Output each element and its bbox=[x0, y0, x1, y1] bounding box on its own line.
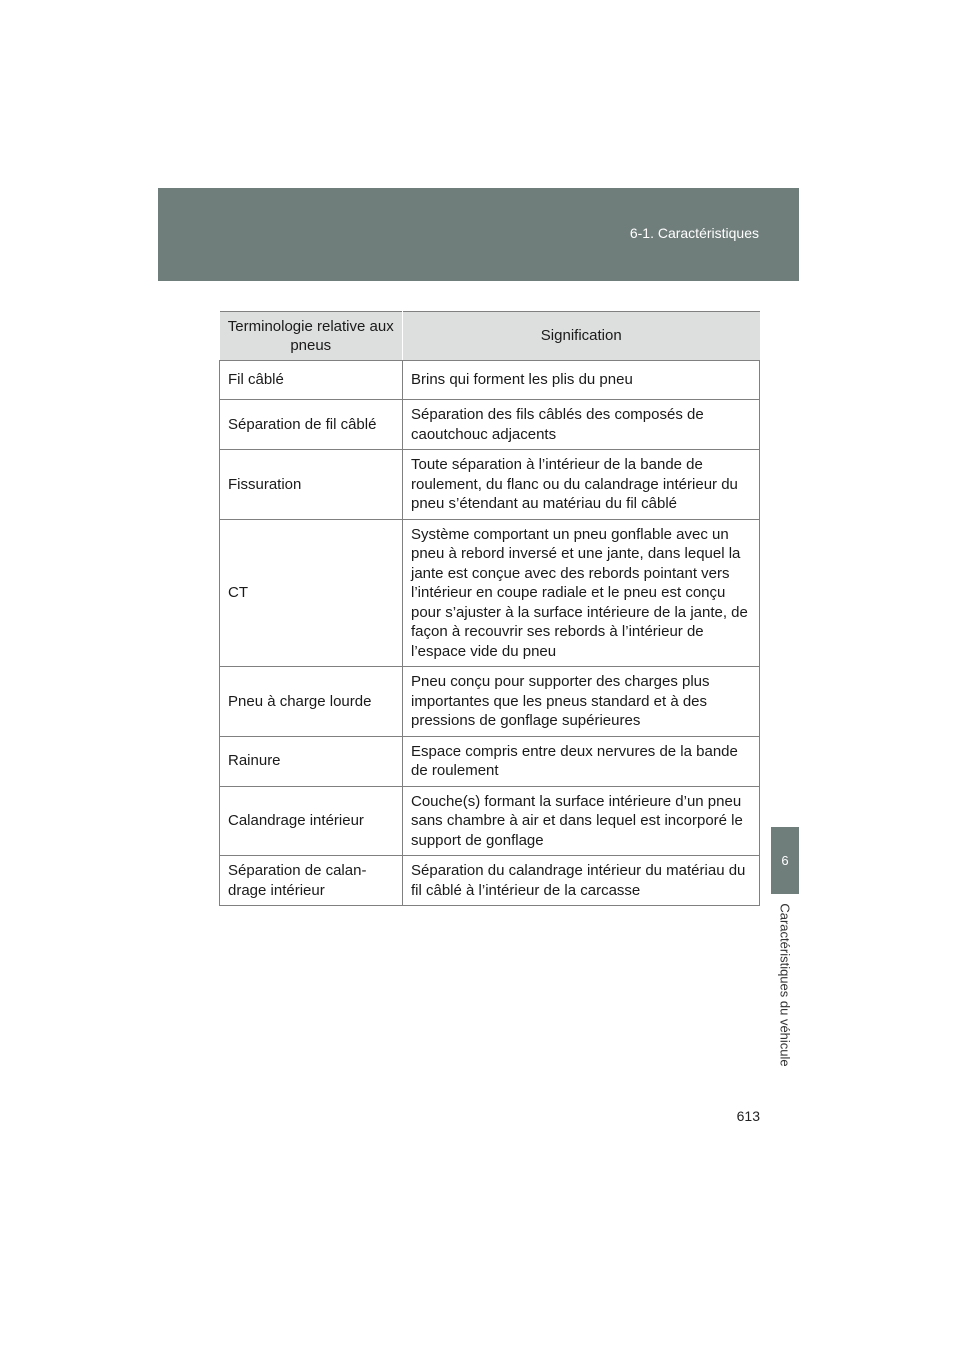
term-cell: Séparation de fil câblé bbox=[220, 400, 403, 450]
section-header-band bbox=[158, 188, 799, 281]
term-cell: Pneu à charge lourde bbox=[220, 667, 403, 737]
meaning-cell: Système comportant un pneu gonflable avec un pneu à rebord inversé et une jante, dans lequel la jante est conçue avec des rebords pointant vers l’intérieur en coupe radiale et le pneu est conçu pour s’ajuster à la surface intérieure de la jante, de façon à recouvrir ses rebords à l’intérieur de l’espace vide du pneu bbox=[403, 519, 760, 667]
table-row bbox=[220, 736, 760, 786]
table-row bbox=[220, 450, 760, 520]
chapter-title: Caractéristiques du véhicule bbox=[777, 903, 793, 1067]
term-cell: Fil câblé bbox=[220, 361, 403, 400]
table-row bbox=[220, 856, 760, 906]
meaning-cell: Pneu conçu pour supporter des charges plus importantes que les pneus standard et à des pressions de gonflage supérieures bbox=[403, 667, 760, 737]
column-header-term: Terminologie relative aux pneus bbox=[220, 312, 403, 361]
chapter-number: 6 bbox=[781, 853, 789, 868]
meaning-cell: Espace compris entre deux nervures de la bande de roulement bbox=[403, 736, 760, 786]
term-cell: Calandrage intérieur bbox=[220, 786, 403, 856]
term-cell: Rainure bbox=[220, 736, 403, 786]
table-row bbox=[220, 361, 760, 400]
meaning-cell: Toute séparation à l’intérieur de la bande de roulement, du flanc ou du calandrage intérieur du pneu s’étendant au matériau du fil câblé bbox=[403, 450, 760, 520]
table-row bbox=[220, 400, 760, 450]
meaning-cell: Couche(s) formant la surface intérieure d’un pneu sans chambre à air et dans lequel est incorporé le support de gonflage bbox=[403, 786, 760, 856]
table-row bbox=[220, 519, 760, 667]
table-row bbox=[220, 786, 760, 856]
column-header-meaning: Signification bbox=[403, 312, 760, 361]
tire-terminology-table bbox=[219, 311, 760, 906]
meaning-cell: Brins qui forment les plis du pneu bbox=[403, 361, 760, 400]
table-header-row bbox=[220, 312, 760, 361]
meaning-cell: Séparation des fils câblés des composés de caoutchouc adjacents bbox=[403, 400, 760, 450]
term-cell: Séparation de calandrage intérieur bbox=[220, 856, 403, 906]
chapter-tab bbox=[771, 827, 799, 894]
meaning-cell: Séparation du calandrage intérieur du matériau du fil câblé à l’intérieur de la carcasse bbox=[403, 856, 760, 906]
table-row bbox=[220, 667, 760, 737]
term-cell: CT bbox=[220, 519, 403, 667]
page-number: 613 bbox=[736, 1108, 760, 1124]
section-title: 6-1. Caractéristiques bbox=[629, 225, 759, 241]
term-cell: Fissuration bbox=[220, 450, 403, 520]
